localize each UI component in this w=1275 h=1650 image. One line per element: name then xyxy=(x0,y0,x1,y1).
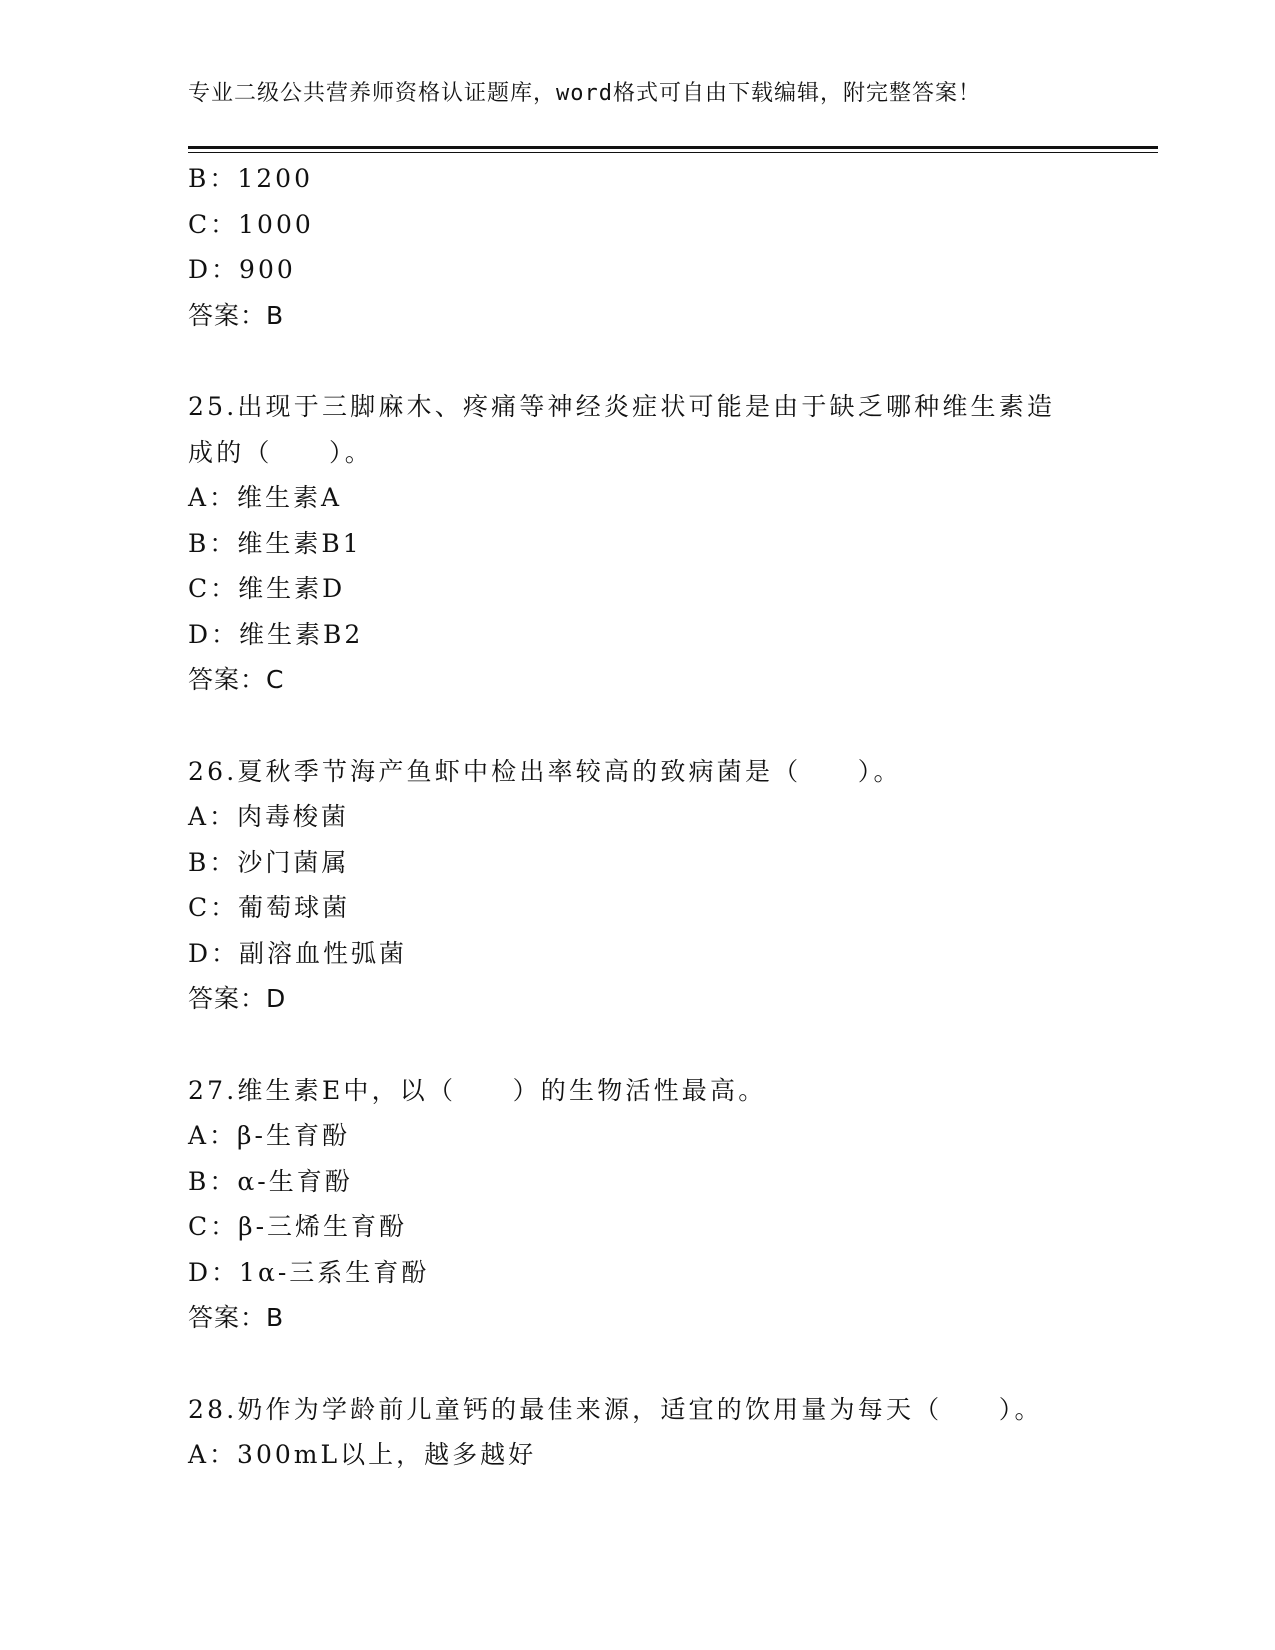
header-rule-thick xyxy=(188,146,1158,149)
question-28 xyxy=(188,1387,1128,1478)
question-25 xyxy=(188,384,1128,703)
question-24-continuation xyxy=(188,156,1128,338)
answer-line: 答案：B xyxy=(188,1303,285,1332)
question-stem: 25.出现于三脚麻木、疼痛等神经炎症状可能是由于缺乏哪种维生素造 xyxy=(188,392,1056,421)
option-c: C：葡萄球菌 xyxy=(188,893,351,922)
option-a: A：肉毒梭菌 xyxy=(188,802,350,831)
option-b: B：α-生育酚 xyxy=(188,1166,353,1196)
spacer xyxy=(188,1022,1128,1068)
page-header: 专业二级公共营养师资格认证题库，word格式可自由下载编辑，附完整答案！ xyxy=(188,81,981,106)
option-b: B：1200 xyxy=(188,164,313,193)
option-d: D：维生素B2 xyxy=(188,619,364,649)
option-b: B：沙门菌属 xyxy=(188,847,350,877)
option-a: A：300mL以上，越多越好 xyxy=(188,1440,537,1469)
option-c: C：维生素D xyxy=(188,574,346,603)
question-stem: 27.维生素E中，以（ ）的生物活性最高。 xyxy=(188,1075,767,1105)
document-body xyxy=(188,156,1128,1478)
header-rule-thin xyxy=(188,152,1158,153)
spacer xyxy=(188,703,1128,749)
answer-line: 答案：B xyxy=(188,300,285,330)
answer-line: 答案：D xyxy=(188,984,287,1013)
question-stem: 26.夏秋季节海产鱼虾中检出率较高的致病菌是（ ）。 xyxy=(188,756,902,786)
question-27 xyxy=(188,1068,1128,1341)
option-c: C：β-三烯生育酚 xyxy=(188,1212,408,1241)
spacer xyxy=(188,338,1128,384)
option-d: D：900 xyxy=(188,255,296,284)
question-26 xyxy=(188,749,1128,1022)
spacer xyxy=(188,1341,1128,1387)
answer-line: 答案：C xyxy=(188,665,285,694)
option-d: D：1α-三系生育酚 xyxy=(188,1257,430,1287)
option-b: B：维生素B1 xyxy=(188,528,362,558)
option-c: C：1000 xyxy=(188,209,314,239)
option-d: D：副溶血性弧菌 xyxy=(188,938,408,968)
option-a: A：β-生育酚 xyxy=(188,1121,350,1150)
question-stem: 28.奶作为学龄前儿童钙的最佳来源，适宜的饮用量为每天（ ）。 xyxy=(188,1394,1043,1424)
question-stem: 成的（ ）。 xyxy=(188,437,373,467)
option-a: A：维生素A xyxy=(188,483,343,512)
